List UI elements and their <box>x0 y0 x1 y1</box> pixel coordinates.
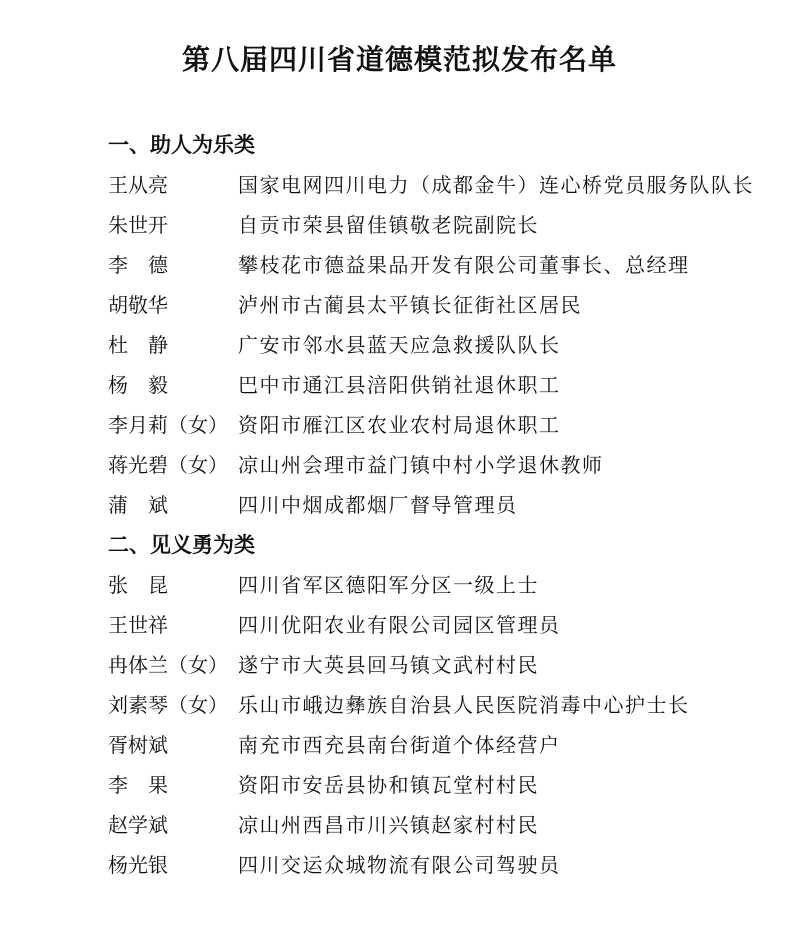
list-item <box>108 565 768 605</box>
list-item <box>108 365 768 405</box>
document-body <box>108 125 768 885</box>
list-item <box>108 405 768 445</box>
list-item <box>108 725 768 765</box>
list-item <box>108 325 768 365</box>
person-description: 四川优阳农业有限公司园区管理员 <box>238 613 561 637</box>
list-item <box>108 245 768 285</box>
person-description: 资阳市雁江区农业农村局退休职工 <box>238 413 561 437</box>
list-item <box>108 445 768 485</box>
person-description: 泸州市古蔺县太平镇长征街社区居民 <box>238 293 582 317</box>
person-name: 王世祥 <box>108 613 168 637</box>
person-name: 胥树斌 <box>108 733 168 757</box>
person-name: 蒲 斌 <box>108 493 168 517</box>
person-name: 张 昆 <box>108 573 168 597</box>
person-name: 李月莉（女） <box>108 413 228 437</box>
list-item <box>108 485 768 525</box>
page-title: 第八届四川省道德模范拟发布名单 <box>181 43 617 76</box>
list-item <box>108 845 768 885</box>
list-item <box>108 805 768 845</box>
section-heading-helping-others: 一、助人为乐类 <box>108 133 255 157</box>
person-name: 刘素琴（女） <box>108 693 228 717</box>
person-name: 杨光银 <box>108 853 168 877</box>
person-description: 广安市邻水县蓝天应急救援队队长 <box>238 333 561 357</box>
person-name: 朱世开 <box>108 213 168 237</box>
person-description: 四川交运众城物流有限公司驾驶员 <box>238 853 561 877</box>
person-description: 南充市西充县南台街道个体经营户 <box>238 733 561 757</box>
person-description: 遂宁市大英县回马镇文武村村民 <box>238 653 539 677</box>
person-name: 杨 毅 <box>108 373 168 397</box>
list-item <box>108 765 768 805</box>
person-description: 凉山州会理市益门镇中村小学退休教师 <box>238 453 604 477</box>
person-description: 四川中烟成都烟厂督导管理员 <box>238 493 518 517</box>
person-description: 乐山市峨边彝族自治县人民医院消毒中心护士长 <box>238 693 690 717</box>
person-name: 赵学斌 <box>108 813 168 837</box>
person-name: 杜 静 <box>108 333 168 357</box>
person-name: 王从亮 <box>108 173 168 197</box>
person-name: 李 德 <box>108 253 168 277</box>
person-description: 自贡市荣县留佳镇敬老院副院长 <box>238 213 539 237</box>
person-description: 巴中市通江县涪阳供销社退休职工 <box>238 373 561 397</box>
person-description: 攀枝花市德益果品开发有限公司董事长、总经理 <box>238 253 690 277</box>
person-description: 凉山州西昌市川兴镇赵家村村民 <box>238 813 539 837</box>
list-item <box>108 645 768 685</box>
person-name: 蒋光碧（女） <box>108 453 228 477</box>
person-name: 胡敬华 <box>108 293 168 317</box>
list-item <box>108 205 768 245</box>
person-description: 资阳市安岳县协和镇瓦堂村村民 <box>238 773 539 797</box>
person-description: 国家电网四川电力（成都金牛）连心桥党员服务队队长 <box>238 173 754 197</box>
list-item <box>108 685 768 725</box>
list-item <box>108 605 768 645</box>
list-item <box>108 165 768 205</box>
section-heading-bravery: 二、见义勇为类 <box>108 533 255 557</box>
person-description: 四川省军区德阳军分区一级上士 <box>238 573 539 597</box>
person-name: 李 果 <box>108 773 168 797</box>
list-item <box>108 285 768 325</box>
person-name: 冉体兰（女） <box>108 653 228 677</box>
